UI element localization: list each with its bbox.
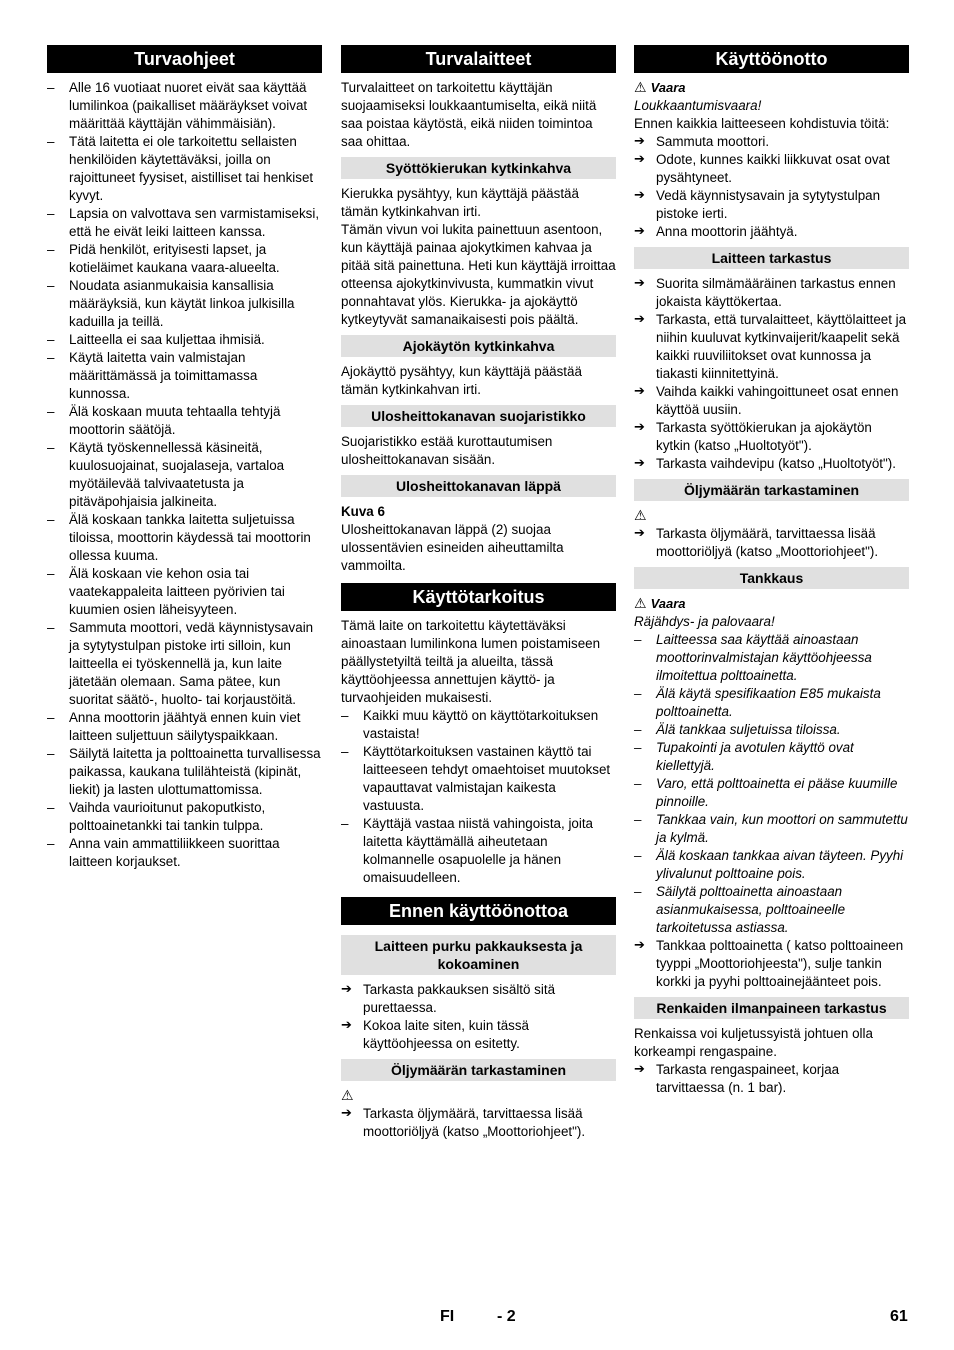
subsection-title: Laitteen tarkastus: [634, 247, 909, 269]
column-turvalaitteet: [341, 45, 616, 1141]
warning-label: Vaara: [650, 80, 686, 95]
footer-subpage: - 2: [497, 1308, 516, 1325]
list-item: – Säilytä laitetta ja polttoainetta turvallisessa paikassa, kaukana tulilähteistä (kipinät, liekit) ja lasten ulottumattomissa.: [47, 745, 322, 799]
list-item: – Noudata asianmukaisia kansallisia määräyksiä, kun käytät linkoa julkisilla kaduilla ja teillä.: [47, 277, 322, 331]
step-item: ➔ Tarkasta, että turvalaitteet, käyttölaitteet ja niihin kuuluvat kytkinvaijerit/kaapelit sekä kaikki ruuviliitokset ovat kunnossa ja tiakasti kiinnitettyinä.: [634, 311, 909, 383]
step-item: ➔ Suorita silmämääräinen tarkastus ennen jokaista käyttökertaa.: [634, 275, 909, 311]
paragraph: Suojaristikko estää kurottautumisen ulosheittokanavan sisään.: [341, 434, 553, 467]
paragraph: Renkaissa voi kuljetussyistä johtuen olla korkeampi rengaspaine.: [634, 1026, 873, 1059]
subsection-title: Ulosheittokanavan läppä: [341, 475, 616, 497]
step-item: ➔ Tarkasta öljymäärä, tarvittaessa lisää moottoriöljyä (katso „Moottoriohjeet").: [634, 525, 909, 561]
section-title-kayttotarkoitus: Käyttötarkoitus: [341, 583, 616, 611]
step-item: ➔ Tarkasta öljymäärä, tarvittaessa lisää moottoriöljyä (katso „Moottoriohjeet").: [341, 1105, 616, 1141]
warning-notice: [634, 79, 909, 97]
fueling-steps: [634, 937, 909, 991]
list-item: – Älä koskaan tankkaa aivan täyteen. Pyyhi ylivalunut polttoaine pois.: [634, 847, 909, 883]
list-item: – Älä koskaan tankka laitetta suljetuissa tiloissa, moottorin käydessä tai moottorin ollessa kuuma.: [47, 511, 322, 565]
paragraph: Turvalaitteet on tarkoitettu käyttäjän suojaamiseksi loukkaantumiselta, eikä niitä saa poistaa käytöstä, eikä niiden toimintoa saa ohittaa.: [341, 80, 597, 149]
list-item: – Laitteella ei saa kuljettaa ihmisiä.: [47, 331, 322, 349]
oil-check-steps: [341, 1105, 616, 1141]
subsection-title: Syöttökierukan kytkinkahva: [341, 157, 616, 179]
list-item: – Sammuta moottori, vedä käynnistysavain ja sytytystulpan pistoke irti silloin, kun laitteella ei työskennellä ja, kun laite jätetään olemaan. Sama pätee, kun suoritat säätö-, huolto- tai korjaustöitä.: [47, 619, 322, 709]
paragraph: Tämä laite on tarkoitettu käytettäväksi ainoastaan lumilinkona lumen poistamiseen päällystetyiltä teiltä ja alueilta, tässä käyttöohjeessa annettujen käyttö- ja turvaohjeiden mukaisesti.: [341, 618, 601, 705]
list-item: – Laitteessa saa käyttää ainoastaan moottorinvalmistajan käyttöohjeessa ilmoitettua polttoainetta.: [634, 631, 909, 685]
list-item: – Tankkaa vain, kun moottori on sammutettu ja kylmä.: [634, 811, 909, 847]
subsection-title: Renkaiden ilmanpaineen tarkastus: [634, 997, 909, 1019]
column-kayttoonotto: [634, 45, 909, 1097]
unpacking-steps: [341, 981, 616, 1053]
list-item: – Älä käytä spesifikaation E85 mukaista polttoainetta.: [634, 685, 909, 721]
oil-check-steps: [634, 525, 909, 561]
figure-reference: Kuva 6: [341, 504, 385, 519]
section-title-turvalaitteet: Turvalaitteet: [341, 45, 616, 73]
step-item: ➔ Vaihda kaikki vahingoittuneet osat ennen käyttöä uusiin.: [634, 383, 909, 419]
footer-language: FI: [440, 1308, 455, 1325]
list-item: – Käytä laitetta vain valmistajan määrittämässä ja toimittamassa kunnossa.: [47, 349, 322, 403]
section-title-turvaohjeet: Turvaohjeet: [47, 45, 322, 73]
subsection-title: Ulosheittokanavan suojaristikko: [341, 405, 616, 427]
step-item: ➔ Vedä käynnistysavain ja sytytystulpan pistoke ierti.: [634, 187, 909, 223]
inspection-steps: [634, 275, 909, 473]
paragraph: Tämän vivun voi lukita painettuun asentoon, kun käyttäjä painaa ajokytkimen kahvaa ja pitää sitä painettuna. Heti kun käyttäjä irroittaa otteensa ajokytkinvivusta, kummatkin vivut ponnahtavat ylös. Kierukka- ja ajokäyttö kytkeytyvät samanaikaisesti pois päältä.: [341, 222, 616, 327]
list-item: – Älä tankkaa suljetuissa tiloissa.: [634, 721, 909, 739]
paragraph: Kierukka pysähtyy, kun käyttäjä päästää tämän kytkinkahvan irti.: [341, 186, 579, 219]
warning-triangle-icon: ⚠: [634, 596, 647, 612]
pre-work-steps: [634, 133, 909, 241]
step-item: ➔ Tarkasta pakkauksen sisältö sitä purettaessa.: [341, 981, 616, 1017]
list-item: – Käyttötarkoituksen vastainen käyttö tai laitteeseen tehdyt omaehtoiset muutokset vapauttavat valmistajan kaikesta vastuusta.: [341, 743, 616, 815]
warning-text: Loukkaantumisvaara!: [634, 98, 762, 113]
paragraph: Ajokäyttö pysähtyy, kun käyttäjä päästää tämän kytkinkahvan irti.: [341, 364, 582, 397]
list-item: – Lapsia on valvottava sen varmistamiseksi, että he eivät leiki laitteen kanssa.: [47, 205, 322, 241]
subsection-title: Tankkaus: [634, 567, 909, 589]
list-item: – Kaikki muu käyttö on käyttötarkoituksen vastaista!: [341, 707, 616, 743]
list-item: – Älä koskaan muuta tehtaalla tehtyjä moottorin säätöjä.: [47, 403, 322, 439]
list-item: – Pidä henkilöt, erityisesti lapset, ja kotieläimet kaukana vaara-alueelta.: [47, 241, 322, 277]
fueling-warnings: [634, 631, 909, 937]
subsection-title: Öljymäärän tarkastaminen: [634, 479, 909, 501]
warning-triangle-icon: ⚠: [634, 508, 647, 524]
step-item: ➔ Sammuta moottori.: [634, 133, 909, 151]
warning-text: Räjähdys- ja palovaara!: [634, 614, 775, 629]
list-item: – Tupakointi ja avotulen käyttö ovat kiellettyjä.: [634, 739, 909, 775]
paragraph: Ulosheittokanavan läppä (2) suojaa ulossentävien esineiden aiheuttamilta vammoilta.: [341, 522, 564, 573]
safety-list: [47, 79, 322, 871]
step-item: ➔ Tankkaa polttoainetta ( katso polttoaineen tyyppi „Moottoriohjeesta"), sulje tankin korkki ja pyyhi polttoainejäänteet pois.: [634, 937, 909, 991]
section-title-ennen-kayttoonottoa: Ennen käyttöönottoa: [341, 897, 616, 925]
list-item: – Anna vain ammattiliikkeen suorittaa laitteen korjaukset.: [47, 835, 322, 871]
subsection-title: Ajokäytön kytkinkahva: [341, 335, 616, 357]
list-item: – Älä koskaan vie kehon osia tai vaatekappaleita laitteen pyörivien tai kuumien osien läheisyyteen.: [47, 565, 322, 619]
step-item: ➔ Tarkasta rengaspaineet, korjaa tarvittaessa (n. 1 bar).: [634, 1061, 909, 1097]
warning-label: Vaara: [650, 596, 686, 611]
section-title-kayttoonotto: Käyttöönotto: [634, 45, 909, 73]
list-item: – Käytä työskennellessä käsineitä, kuulosuojainat, suojalaseja, vartaloa myötäilevää talvivaatetusta ja pitäväpohjaisia jalkineita.: [47, 439, 322, 511]
warning-notice: [634, 595, 909, 613]
subsection-title: Laitteen purku pakkauksesta ja kokoaminen: [341, 935, 616, 975]
step-item: ➔ Tarkasta vaihdevipu (katso „Huoltotyöt").: [634, 455, 909, 473]
list-item: – Varo, että polttoainetta ei pääse kuumille pinnoille.: [634, 775, 909, 811]
usage-list: [341, 707, 616, 887]
list-item: – Käyttäjä vastaa niistä vahingoista, joita laitetta käyttämällä aiheutetaan kolmannelle osapuolelle ja hänen omaisuudelleen.: [341, 815, 616, 887]
subsection-title: Öljymäärän tarkastaminen: [341, 1059, 616, 1081]
column-turvaohjeet: [47, 45, 322, 871]
step-item: ➔ Anna moottorin jäähtyä.: [634, 223, 909, 241]
tire-pressure-steps: [634, 1061, 909, 1097]
list-item: – Tätä laitetta ei ole tarkoitettu sellaisten henkilöiden käytettäväksi, joilla on rajoittuneet fyysiset, aistilliset tai henkiset kyvyt.: [47, 133, 322, 205]
list-item: – Alle 16 vuotiaat nuoret eivät saa käyttää lumilinkoa (paikalliset määräykset voivat määrittää käyttäjän vähimmäisiän).: [47, 79, 322, 133]
list-item: – Säilytä polttoainetta ainoastaan asianmukaisessa, polttoaineelle tarkoitetussa astiassa.: [634, 883, 909, 937]
paragraph: Ennen kaikkia laitteeseen kohdistuvia töitä:: [634, 116, 890, 131]
step-item: ➔ Odote, kunnes kaikki liikkuvat osat ovat pysähtyneet.: [634, 151, 909, 187]
footer-page-number: 61: [890, 1308, 908, 1325]
step-item: ➔ Tarkasta syöttökierukan ja ajokäytön kytkin (katso „Huoltotyöt").: [634, 419, 909, 455]
warning-triangle-icon: ⚠: [634, 80, 647, 96]
list-item: – Vaihda vaurioitunut pakoputkisto, polttoainetankki tai tankin tulppa.: [47, 799, 322, 835]
step-item: ➔ Kokoa laite siten, kuin tässä käyttöohjeessa on esitetty.: [341, 1017, 616, 1053]
warning-triangle-icon: ⚠: [341, 1088, 354, 1104]
list-item: – Anna moottorin jäähtyä ennen kuin viet laitteen suljettuun säilytyspaikkaan.: [47, 709, 322, 745]
